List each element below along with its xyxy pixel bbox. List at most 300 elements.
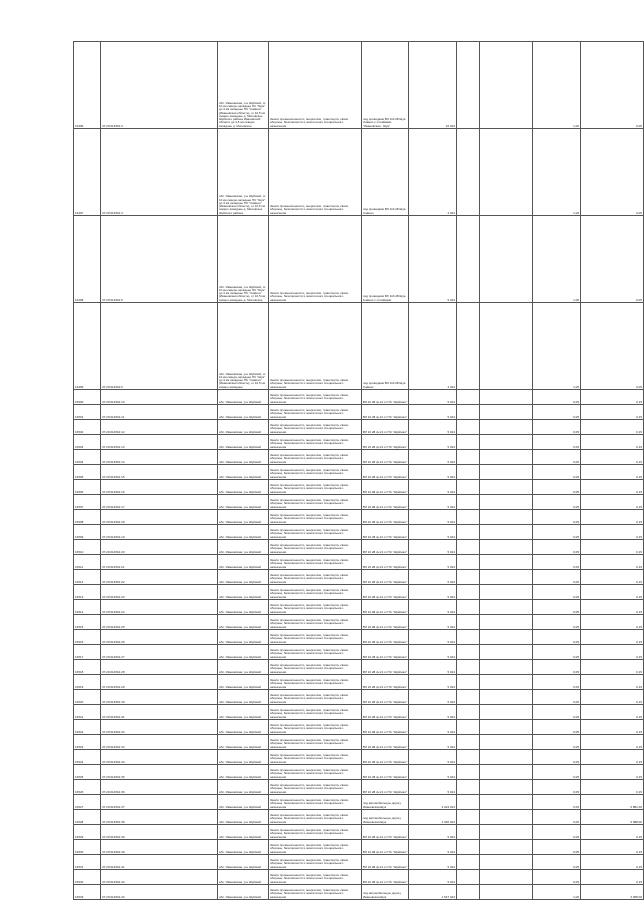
table-row [74, 435, 644, 450]
coefficient: 0,05 [533, 510, 581, 525]
empty-cell [457, 705, 480, 720]
empty-cell [457, 795, 480, 810]
value: 0,15 [581, 585, 644, 600]
row-id: 16533 [74, 885, 101, 900]
area: 5 024 [409, 675, 457, 690]
value: 3 968,00 [581, 885, 644, 900]
cadastral-number: 37:20:014501:18 [101, 510, 218, 525]
row-id: 16523 [74, 735, 101, 750]
permitted-use: ВЛ 10 кВ ф-13 от ПС "Шуйская" [362, 870, 409, 885]
value: 0,15 [581, 540, 644, 555]
empty-cell [457, 570, 480, 585]
empty-cell [457, 465, 480, 480]
land-category: Земли промышленности, энергетики, транспорта, связи, обороны, безопасности и земли иного специального назначения [269, 660, 362, 675]
cadastral-number: 37:20:014501:3 [101, 42, 218, 129]
land-category: Земли промышленности, энергетики, транспорта, связи, обороны, безопасности и земли иного специального назначения [269, 780, 362, 795]
coefficient: 0,05 [533, 720, 581, 735]
area: 5 024 [409, 765, 457, 780]
empty-cell [457, 855, 480, 870]
table-row [74, 585, 644, 600]
area: 5 024 [409, 525, 457, 540]
row-id: 16512 [74, 570, 101, 585]
table-row [74, 765, 644, 780]
address: обл. Ивановская, р-н Шуйский, от 10 км северо-западнее ПС "Шуя" до 3 км западнее ПС "Савино" (Ивановская область), от 10,5 км северо-западнее д. Миловское [218, 216, 269, 303]
empty-cell [457, 615, 480, 630]
address: обл. Ивановская, р-н Шуйский, от 10 км северо-западнее ПС "Шуя" до 3 км западнее ПС "Савино" (Ивановская область), от 10,5 км северо-западнее д. Миловское Шуйского района Ивановской области до 3,5 км северо-западнее д. Миловское [218, 42, 269, 129]
row-id: 16503 [74, 435, 101, 450]
permitted-use: ВЛ 10 кВ ф-13 от ПС "Шуйская" [362, 585, 409, 600]
address: обл. Ивановская, р-н Шуйский [218, 510, 269, 525]
empty-cell [457, 825, 480, 840]
area: 2 024 024 [409, 795, 457, 810]
table-row [74, 675, 644, 690]
land-category: Земли промышленности, энергетики, транспорта, связи, обороны, безопасности и земли иного специального назначения [269, 735, 362, 750]
coefficient: 0,05 [533, 465, 581, 480]
permitted-use: под автомобильную дорогу Ивановская-Шуя [362, 885, 409, 900]
area: 5 024 [409, 450, 457, 465]
address: обл. Ивановская, р-н Шуйский, от 10 км северо-западнее ПС "Шуя" до 3 км западнее ПС "Савино" (Ивановская область), от 10,5 км северо-западнее д. Миловское Шуйского района [218, 129, 269, 216]
area: 5 024 [409, 465, 457, 480]
empty-cell [457, 720, 480, 735]
coefficient: 0,05 [533, 450, 581, 465]
permitted-use: ВЛ 10 кВ ф-13 от ПС "Шуйская" [362, 450, 409, 465]
address: обл. Ивановская, р-н Шуйский [218, 645, 269, 660]
table-row [74, 129, 644, 216]
table-row [74, 525, 644, 540]
address: обл. Ивановская, р-н Шуйский [218, 465, 269, 480]
empty-cell [457, 690, 480, 705]
land-category: Земли промышленности, энергетики, транспорта, связи, обороны, безопасности и земли иного специального назначения [269, 129, 362, 216]
coefficient: 1,00 [533, 216, 581, 303]
value: 0,15 [581, 525, 644, 540]
cadastral-number: 37:20:014501:31 [101, 705, 218, 720]
land-category: Земли промышленности, энергетики, транспорта, связи, обороны, безопасности и земли иного специального назначения [269, 720, 362, 735]
row-id: 16504 [74, 450, 101, 465]
area: 5 024 [409, 555, 457, 570]
land-category: Земли промышленности, энергетики, транспорта, связи, обороны, безопасности и земли иного специального назначения [269, 495, 362, 510]
cadastral-number: 37:20:014501:33 [101, 735, 218, 750]
empty-cell [457, 555, 480, 570]
row-id: 16508 [74, 510, 101, 525]
value: 0,15 [581, 465, 644, 480]
row-id: 16522 [74, 720, 101, 735]
table-row [74, 570, 644, 585]
table-row [74, 555, 644, 570]
address: обл. Ивановская, р-н Шуйский [218, 825, 269, 840]
row-id: 16526 [74, 780, 101, 795]
land-category: Земли промышленности, энергетики, транспорта, связи, обороны, безопасности и земли иного специального назначения [269, 795, 362, 810]
value: 0,05 [581, 42, 644, 129]
value: 0,15 [581, 720, 644, 735]
permitted-use: ВЛ 10 кВ ф-13 от ПС "Шуйская" [362, 855, 409, 870]
empty-cell [480, 810, 533, 825]
empty-cell [480, 855, 533, 870]
empty-cell [480, 795, 533, 810]
value: 0,15 [581, 570, 644, 585]
empty-cell [457, 660, 480, 675]
empty-cell [480, 645, 533, 660]
cadastral-number: 37:20:014501:12 [101, 420, 218, 435]
permitted-use: ВЛ 10 кВ ф-13 от ПС "Шуйская" [362, 735, 409, 750]
row-id: 16524 [74, 750, 101, 765]
area: 5 024 [409, 735, 457, 750]
address: обл. Ивановская, р-н Шуйский [218, 630, 269, 645]
table-body [74, 42, 644, 900]
address: обл. Ивановская, р-н Шуйский [218, 735, 269, 750]
permitted-use: ВЛ 10 кВ ф-13 от ПС "Шуйская" [362, 525, 409, 540]
empty-cell [457, 840, 480, 855]
permitted-use: ВЛ 10 кВ ф-13 от ПС "Шуйская" [362, 390, 409, 405]
value: 0,15 [581, 420, 644, 435]
value: 0,15 [581, 630, 644, 645]
address: обл. Ивановская, р-н Шуйский [218, 690, 269, 705]
row-id: 16514 [74, 600, 101, 615]
empty-cell [457, 870, 480, 885]
area: 5 024 [409, 690, 457, 705]
coefficient: 0,05 [533, 405, 581, 420]
cadastral-number: 37:20:014501:43 [101, 885, 218, 900]
value: 0,15 [581, 750, 644, 765]
area: 5 024 [409, 630, 457, 645]
row-id: 16527 [74, 795, 101, 810]
empty-cell [480, 735, 533, 750]
coefficient: 0,05 [533, 540, 581, 555]
table-row [74, 420, 644, 435]
land-category: Земли промышленности, энергетики, транспорта, связи, обороны, безопасности и земли иного специального назначения [269, 510, 362, 525]
row-id: 16521 [74, 705, 101, 720]
cadastral-number: 37:20:014501:16 [101, 480, 218, 495]
permitted-use: под проводами ВЛ 110 кВ Шуя-Савино с отпайками "Ивановская - Шуя" [362, 42, 409, 129]
coefficient: 0,05 [533, 810, 581, 825]
permitted-use: ВЛ 10 кВ ф-13 от ПС "Шуйская" [362, 510, 409, 525]
address: обл. Ивановская, р-н Шуйский [218, 840, 269, 855]
empty-cell [480, 405, 533, 420]
address: обл. Ивановская, р-н Шуйский [218, 525, 269, 540]
value: 0,05 [581, 129, 644, 216]
land-category: Земли промышленности, энергетики, транспорта, связи, обороны, безопасности и земли иного специального назначения [269, 420, 362, 435]
table-row [74, 405, 644, 420]
address: обл. Ивановская, р-н Шуйский [218, 885, 269, 900]
land-category: Земли промышленности, энергетики, транспорта, связи, обороны, безопасности и земли иного специального назначения [269, 675, 362, 690]
value: 0,15 [581, 555, 644, 570]
empty-cell [480, 570, 533, 585]
land-category: Земли промышленности, энергетики, транспорта, связи, обороны, безопасности и земли иного специального назначения [269, 840, 362, 855]
empty-cell [480, 660, 533, 675]
empty-cell [480, 480, 533, 495]
land-category: Земли промышленности, энергетики, транспорта, связи, обороны, безопасности и земли иного специального назначения [269, 435, 362, 450]
permitted-use: под проводами ВЛ 110 кВ Шуя-Савино [362, 303, 409, 390]
table-row [74, 216, 644, 303]
table-row [74, 465, 644, 480]
table-row [74, 510, 644, 525]
coefficient: 0,05 [533, 480, 581, 495]
empty-cell [457, 765, 480, 780]
permitted-use: ВЛ 10 кВ ф-13 от ПС "Шуйская" [362, 420, 409, 435]
permitted-use: ВЛ 10 кВ ф-13 от ПС "Шуйская" [362, 630, 409, 645]
permitted-use: под автомобильную дорогу Ивановская-Шуя [362, 795, 409, 810]
cadastral-number: 37:20:014501:22 [101, 570, 218, 585]
table-row [74, 645, 644, 660]
coefficient: 0,05 [533, 735, 581, 750]
table-row [74, 780, 644, 795]
land-category: Земли промышленности, энергетики, транспорта, связи, обороны, безопасности и земли иного специального назначения [269, 540, 362, 555]
coefficient: 0,05 [533, 660, 581, 675]
empty-cell [480, 780, 533, 795]
empty-cell [457, 216, 480, 303]
cadastral-number: 37:20:014501:26 [101, 630, 218, 645]
coefficient: 1,00 [533, 42, 581, 129]
table-row [74, 42, 644, 129]
row-id: 16529 [74, 825, 101, 840]
address: обл. Ивановская, р-н Шуйский [218, 585, 269, 600]
land-category: Земли промышленности, энергетики, транспорта, связи, обороны, безопасности и земли иного специального назначения [269, 390, 362, 405]
cadastral-number: 37:20:014501:17 [101, 495, 218, 510]
value: 0,15 [581, 510, 644, 525]
coefficient: 0,05 [533, 630, 581, 645]
area: 5 024 [409, 390, 457, 405]
value: 0,15 [581, 855, 644, 870]
land-category: Земли промышленности, энергетики, транспорта, связи, обороны, безопасности и земли иного специального назначения [269, 750, 362, 765]
permitted-use: ВЛ 10 кВ ф-13 от ПС "Шуйская" [362, 600, 409, 615]
empty-cell [480, 510, 533, 525]
row-id: 16532 [74, 870, 101, 885]
empty-cell [457, 750, 480, 765]
cadastral-number: 37:20:014501:28 [101, 660, 218, 675]
area: 4 024 [409, 303, 457, 390]
address: обл. Ивановская, р-н Шуйский [218, 555, 269, 570]
land-category: Земли промышленности, энергетики, транспорта, связи, обороны, безопасности и земли иного специального назначения [269, 630, 362, 645]
permitted-use: ВЛ 10 кВ ф-13 от ПС "Шуйская" [362, 705, 409, 720]
value: 6 881,00 [581, 795, 644, 810]
value: 0,15 [581, 405, 644, 420]
address: обл. Ивановская, р-н Шуйский [218, 435, 269, 450]
area: 5 024 [409, 825, 457, 840]
empty-cell [480, 540, 533, 555]
area: 5 024 [409, 750, 457, 765]
table-row [74, 735, 644, 750]
empty-cell [457, 435, 480, 450]
empty-cell [480, 840, 533, 855]
coefficient: 0,05 [533, 855, 581, 870]
empty-cell [480, 495, 533, 510]
address: обл. Ивановская, р-н Шуйский [218, 405, 269, 420]
area: 5 024 [409, 720, 457, 735]
value: 0,05 [581, 216, 644, 303]
table-row [74, 690, 644, 705]
permitted-use: ВЛ 10 кВ ф-13 от ПС "Шуйская" [362, 570, 409, 585]
permitted-use: под проводами ВЛ 110 кВ Шуя-Савино с отпайками [362, 216, 409, 303]
row-id: 16518 [74, 660, 101, 675]
land-category: Земли промышленности, энергетики, транспорта, связи, обороны, безопасности и земли иного специального назначения [269, 450, 362, 465]
area: 5 024 [409, 840, 457, 855]
area: 5 024 [409, 570, 457, 585]
empty-cell [457, 525, 480, 540]
value: 0,15 [581, 870, 644, 885]
coefficient: 0,05 [533, 780, 581, 795]
permitted-use: ВЛ 10 кВ ф-13 от ПС "Шуйская" [362, 615, 409, 630]
area: 4 024 [409, 129, 457, 216]
cadastral-number: 37:20:014501:14 [101, 450, 218, 465]
table-row [74, 480, 644, 495]
address: обл. Ивановская, р-н Шуйский [218, 420, 269, 435]
value: 0,15 [581, 825, 644, 840]
land-category: Земли промышленности, энергетики, транспорта, связи, обороны, безопасности и земли иного специального назначения [269, 690, 362, 705]
address: обл. Ивановская, р-н Шуйский, от 10 км северо-западнее ПС "Шуя" до 3 км западнее ПС "Савино" (Ивановская область), от 10,5 км северо-западнее [218, 303, 269, 390]
table-row [74, 660, 644, 675]
address: обл. Ивановская, р-н Шуйский [218, 675, 269, 690]
row-id: 16516 [74, 630, 101, 645]
area: 5 024 [409, 510, 457, 525]
permitted-use: ВЛ 10 кВ ф-13 от ПС "Шуйская" [362, 750, 409, 765]
table-row [74, 885, 644, 900]
value: 0,15 [581, 675, 644, 690]
cadastral-number: 37:20:014501:4 [101, 129, 218, 216]
cadastral-number: 37:20:014501:24 [101, 600, 218, 615]
cadastral-number: 37:20:014501:23 [101, 585, 218, 600]
table-row [74, 870, 644, 885]
row-id: 16525 [74, 765, 101, 780]
land-category: Земли промышленности, энергетики, транспорта, связи, обороны, безопасности и земли иного специального назначения [269, 42, 362, 129]
permitted-use: ВЛ 10 кВ ф-13 от ПС "Шуйская" [362, 645, 409, 660]
empty-cell [457, 42, 480, 129]
land-category: Земли промышленности, энергетики, транспорта, связи, обороны, безопасности и земли иного специального назначения [269, 705, 362, 720]
cadastral-number: 37:20:014501:34 [101, 750, 218, 765]
coefficient: 0,05 [533, 690, 581, 705]
coefficient: 0,05 [533, 675, 581, 690]
coefficient: 0,05 [533, 525, 581, 540]
empty-cell [480, 525, 533, 540]
empty-cell [480, 555, 533, 570]
land-register-table-page [73, 41, 642, 900]
empty-cell [457, 585, 480, 600]
row-id: 16528 [74, 810, 101, 825]
cadastral-number: 37:20:014501:35 [101, 765, 218, 780]
table-row [74, 750, 644, 765]
permitted-use: ВЛ 10 кВ ф-13 от ПС "Шуйская" [362, 780, 409, 795]
area: 5 024 [409, 600, 457, 615]
row-id: 16510 [74, 540, 101, 555]
area: 5 024 [409, 660, 457, 675]
land-register-table [73, 41, 644, 900]
area: 5 024 [409, 855, 457, 870]
value: 0,15 [581, 495, 644, 510]
table-row [74, 810, 644, 825]
row-id: 16498 [74, 216, 101, 303]
empty-cell [457, 645, 480, 660]
area: 5 024 [409, 615, 457, 630]
coefficient: 0,05 [533, 585, 581, 600]
area: 15 024 [409, 42, 457, 129]
permitted-use: ВЛ 10 кВ ф-13 от ПС "Шуйская" [362, 825, 409, 840]
row-id: 16513 [74, 585, 101, 600]
land-category: Земли промышленности, энергетики, транспорта, связи, обороны, безопасности и земли иного специального назначения [269, 615, 362, 630]
coefficient: 0,05 [533, 750, 581, 765]
area: 5 024 [409, 780, 457, 795]
coefficient: 0,05 [533, 795, 581, 810]
row-id: 16511 [74, 555, 101, 570]
empty-cell [457, 495, 480, 510]
coefficient: 0,05 [533, 495, 581, 510]
value: 0,15 [581, 840, 644, 855]
cadastral-number: 37:20:014501:5 [101, 216, 218, 303]
area: 5 024 [409, 540, 457, 555]
cadastral-number: 37:20:014501:41 [101, 855, 218, 870]
area: 1 547 024 [409, 885, 457, 900]
empty-cell [457, 675, 480, 690]
coefficient: 0,05 [533, 615, 581, 630]
coefficient: 0,05 [533, 765, 581, 780]
value: 0,15 [581, 765, 644, 780]
table-row [74, 795, 644, 810]
cadastral-number: 37:20:014501:32 [101, 720, 218, 735]
address: обл. Ивановская, р-н Шуйский [218, 390, 269, 405]
empty-cell [480, 450, 533, 465]
coefficient: 0,05 [533, 600, 581, 615]
permitted-use: ВЛ 10 кВ ф-13 от ПС "Шуйская" [362, 480, 409, 495]
empty-cell [480, 690, 533, 705]
address: обл. Ивановская, р-н Шуйский [218, 765, 269, 780]
land-category: Земли промышленности, энергетики, транспорта, связи, обороны, безопасности и земли иного специального назначения [269, 303, 362, 390]
empty-cell [457, 600, 480, 615]
empty-cell [457, 630, 480, 645]
empty-cell [480, 303, 533, 390]
cadastral-number: 37:20:014501:37 [101, 795, 218, 810]
address: обл. Ивановская, р-н Шуйский [218, 660, 269, 675]
table-row [74, 540, 644, 555]
table-row [74, 855, 644, 870]
empty-cell [480, 216, 533, 303]
cadastral-number: 37:20:014501:13 [101, 435, 218, 450]
coefficient: 0,05 [533, 390, 581, 405]
empty-cell [480, 720, 533, 735]
empty-cell [480, 870, 533, 885]
value: 0,15 [581, 780, 644, 795]
empty-cell [457, 885, 480, 900]
empty-cell [480, 129, 533, 216]
cadastral-number: 37:20:014501:29 [101, 675, 218, 690]
permitted-use: ВЛ 10 кВ ф-13 от ПС "Шуйская" [362, 765, 409, 780]
empty-cell [457, 810, 480, 825]
permitted-use: ВЛ 10 кВ ф-13 от ПС "Шуйская" [362, 660, 409, 675]
value: 0,15 [581, 615, 644, 630]
permitted-use: ВЛ 10 кВ ф-13 от ПС "Шуйская" [362, 435, 409, 450]
address: обл. Ивановская, р-н Шуйский [218, 750, 269, 765]
address: обл. Ивановская, р-н Шуйский [218, 600, 269, 615]
area: 1 630 024 [409, 810, 457, 825]
empty-cell [457, 405, 480, 420]
address: обл. Ивановская, р-н Шуйский [218, 705, 269, 720]
land-category: Земли промышленности, энергетики, транспорта, связи, обороны, безопасности и земли иного специального назначения [269, 855, 362, 870]
empty-cell [480, 825, 533, 840]
row-id: 16520 [74, 690, 101, 705]
table-row [74, 705, 644, 720]
land-category: Земли промышленности, энергетики, транспорта, связи, обороны, безопасности и земли иного специального назначения [269, 570, 362, 585]
empty-cell [457, 303, 480, 390]
cadastral-number: 37:20:014501:27 [101, 645, 218, 660]
address: обл. Ивановская, р-н Шуйский [218, 480, 269, 495]
empty-cell [480, 885, 533, 900]
land-category: Земли промышленности, энергетики, транспорта, связи, обороны, безопасности и земли иного специального назначения [269, 216, 362, 303]
empty-cell [457, 540, 480, 555]
cadastral-number: 37:20:014501:25 [101, 615, 218, 630]
land-category: Земли промышленности, энергетики, транспорта, связи, обороны, безопасности и земли иного специального назначения [269, 765, 362, 780]
land-category: Земли промышленности, энергетики, транспорта, связи, обороны, безопасности и земли иного специального назначения [269, 600, 362, 615]
table-row [74, 630, 644, 645]
area: 5 024 [409, 216, 457, 303]
coefficient: 0,05 [533, 825, 581, 840]
row-id: 16505 [74, 465, 101, 480]
address: обл. Ивановская, р-н Шуйский [218, 810, 269, 825]
